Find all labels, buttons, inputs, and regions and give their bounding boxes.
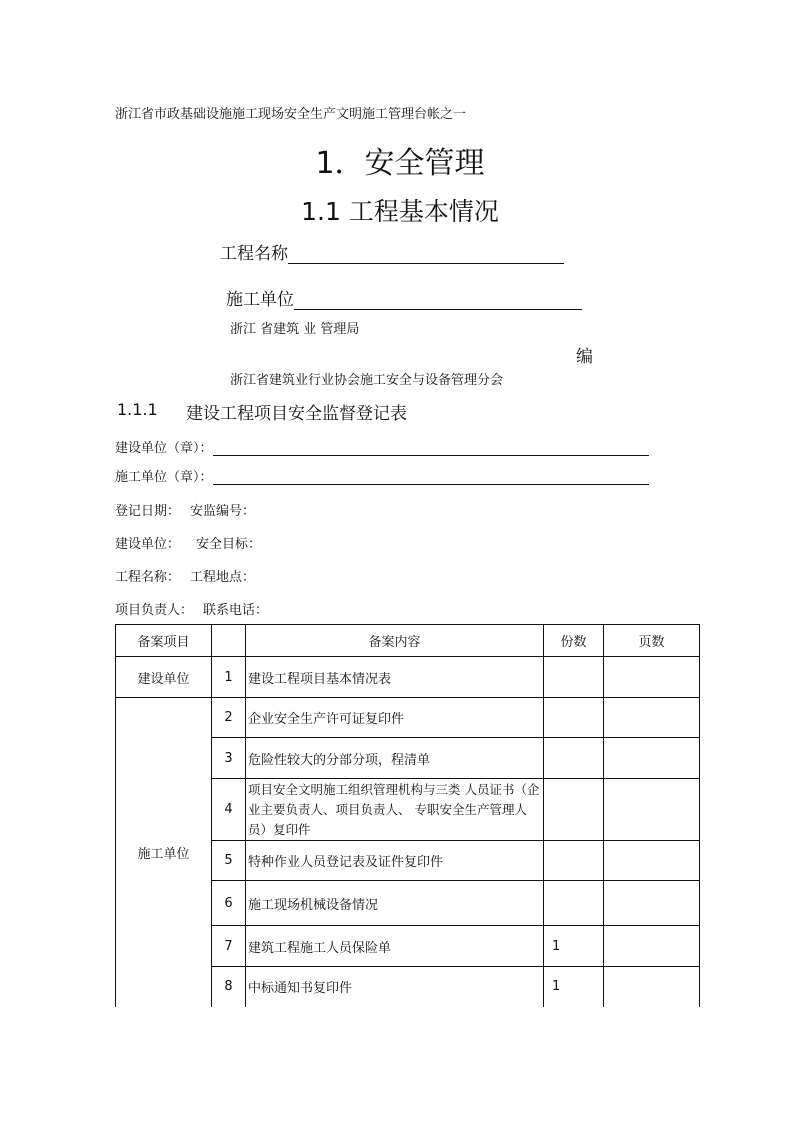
row-copies[interactable]: 1 bbox=[544, 967, 604, 1007]
group-contractor: 施工单位 bbox=[116, 698, 212, 1007]
row-copies[interactable] bbox=[544, 881, 604, 926]
row-content: 中标通知书复印件 bbox=[246, 967, 544, 1007]
row-copies[interactable] bbox=[544, 698, 604, 738]
row-content: 施工现场机械设备情况 bbox=[246, 881, 544, 926]
builder-seal-row bbox=[115, 437, 649, 456]
row-pages[interactable] bbox=[604, 779, 700, 841]
builder-row bbox=[115, 533, 261, 552]
header-pages: 页数 bbox=[604, 625, 700, 657]
publisher-edit-mark: 编 bbox=[576, 347, 593, 367]
project-name-blank[interactable] bbox=[288, 246, 564, 264]
row-pages[interactable] bbox=[604, 967, 700, 1007]
builder-seal-blank[interactable] bbox=[213, 441, 649, 456]
row-pages[interactable] bbox=[604, 841, 700, 881]
table-header-row bbox=[116, 625, 700, 657]
contractor-seal-row bbox=[115, 466, 649, 485]
project-name-label: 工程名称 bbox=[220, 244, 288, 264]
section-number: 1.1.1 bbox=[117, 400, 158, 419]
row-no: 3 bbox=[212, 738, 246, 779]
header-no-cell bbox=[212, 625, 246, 657]
row-content: 建设工程项目基本情况表 bbox=[246, 657, 544, 698]
row-pages[interactable] bbox=[604, 881, 700, 926]
construction-unit-label: 施工单位 bbox=[226, 290, 294, 310]
row-no: 8 bbox=[212, 967, 246, 1007]
table-row bbox=[116, 657, 700, 698]
supervision-no-label: 安监编号： bbox=[190, 504, 256, 519]
row-copies[interactable] bbox=[544, 738, 604, 779]
row-no: 6 bbox=[212, 881, 246, 926]
construction-unit-field bbox=[226, 285, 582, 310]
contractor-seal-label: 施工单位（章）： bbox=[115, 470, 213, 485]
series-title: 浙江省市政基础设施施工现场安全生产文明施工管理台帐之一 bbox=[115, 107, 467, 122]
publisher-line-2: 浙江省建筑业行业协会施工安全与设备管理分会 bbox=[230, 373, 504, 388]
row-copies[interactable] bbox=[544, 779, 604, 841]
row-no: 4 bbox=[212, 779, 246, 841]
project-name-field bbox=[220, 239, 564, 264]
header-content: 备案内容 bbox=[246, 625, 544, 657]
chapter-title: 1．安全管理 bbox=[315, 146, 485, 181]
row-pages[interactable] bbox=[604, 657, 700, 698]
row-copies[interactable] bbox=[544, 841, 604, 881]
date-row bbox=[115, 500, 255, 519]
contractor-seal-blank[interactable] bbox=[213, 470, 649, 485]
group-builder: 建设单位 bbox=[116, 657, 212, 698]
row-copies[interactable]: 1 bbox=[544, 926, 604, 967]
publisher-line-1: 浙江 省建筑 业 管理局 bbox=[230, 322, 360, 337]
row-content: 特种作业人员登记表及证件复印件 bbox=[246, 841, 544, 881]
row-pages[interactable] bbox=[604, 738, 700, 779]
header-item: 备案项目 bbox=[116, 625, 212, 657]
row-pages[interactable] bbox=[604, 698, 700, 738]
reg-date-label: 登记日期： bbox=[115, 504, 181, 519]
project-location-label: 工程地点： bbox=[190, 570, 256, 585]
table-row bbox=[116, 698, 700, 738]
row-content: 项目安全文明施工组织管理机构与三类 人员证书（企业主要负责人、项目负责人、 专职安全生产管理人员）复印件 bbox=[246, 779, 544, 841]
row-content: 危险性较大的分部分项，程清单 bbox=[246, 738, 544, 779]
section-title: 建设工程项目安全监督登记表 bbox=[186, 404, 407, 424]
row-pages[interactable] bbox=[604, 926, 700, 967]
row-content: 建筑工程施工人员保险单 bbox=[246, 926, 544, 967]
builder-seal-label: 建设单位（章）： bbox=[115, 441, 213, 456]
row-copies[interactable] bbox=[544, 657, 604, 698]
section-heading: 1.1 工程基本情况 bbox=[301, 197, 499, 226]
row-content: 企业安全生产许可证复印件 bbox=[246, 698, 544, 738]
manager-row bbox=[115, 599, 268, 618]
registration-table bbox=[115, 624, 700, 1007]
row-no: 1 bbox=[212, 657, 246, 698]
row-no: 2 bbox=[212, 698, 246, 738]
builder-label: 建设单位： bbox=[115, 537, 181, 552]
row-no: 5 bbox=[212, 841, 246, 881]
safety-goal-label: 安全目标： bbox=[196, 537, 262, 552]
project-manager-label: 项目负责人： bbox=[115, 603, 194, 618]
project-name-form-label: 工程名称： bbox=[115, 570, 181, 585]
contact-phone-label: 联系电话： bbox=[203, 603, 269, 618]
construction-unit-blank[interactable] bbox=[294, 292, 582, 310]
project-row bbox=[115, 566, 255, 585]
header-copies: 份数 bbox=[544, 625, 604, 657]
row-no: 7 bbox=[212, 926, 246, 967]
